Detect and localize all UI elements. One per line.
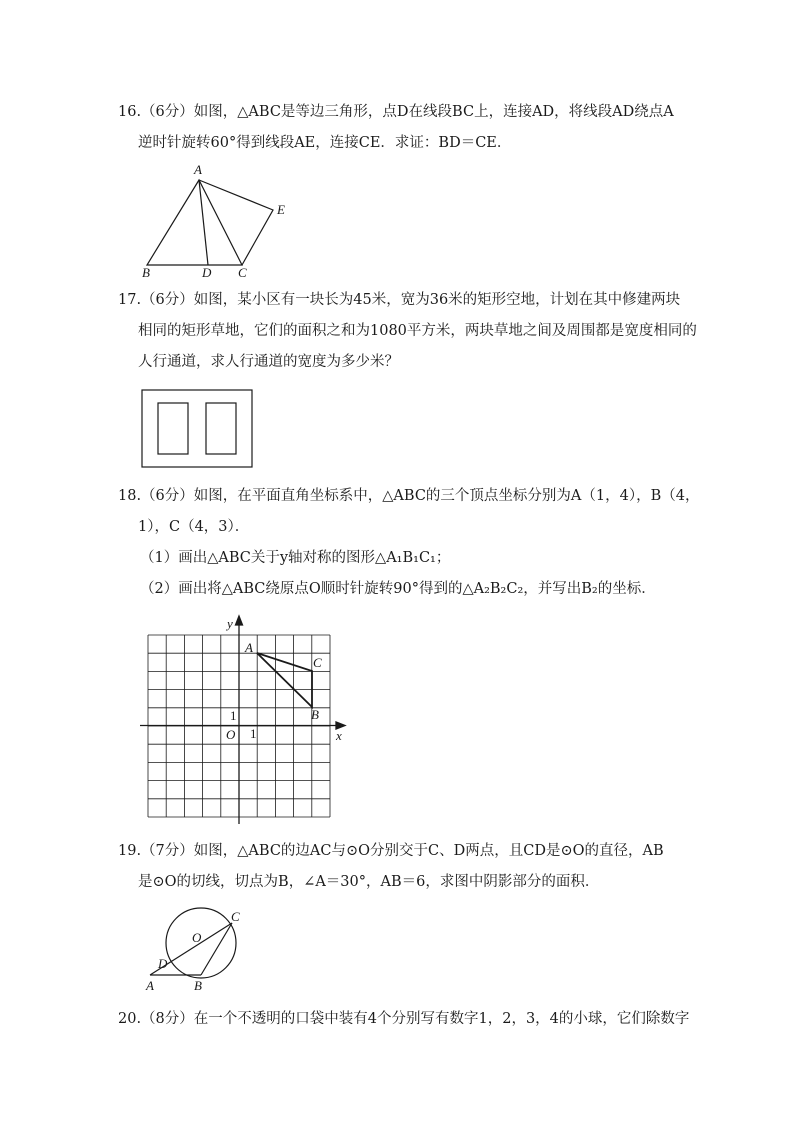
- p16-label-d: D: [202, 265, 212, 280]
- p16-figure: [130, 160, 310, 285]
- p19-label-c: C: [231, 909, 240, 924]
- p20-line-1: 20.（8分）在一个不透明的口袋中装有4个分别写有数字1，2，3，4的小球，它们除数字: [118, 1011, 690, 1027]
- p19-label-b: B: [194, 978, 202, 993]
- p16-line-1: 16.（6分）如图，△ABC是等边三角形，点D在线段BC上，连接AD，将线段AD绕点A: [118, 104, 674, 120]
- p18-line-1: 18.（6分）如图，在平面直角坐标系中，△ABC的三个顶点坐标分别为A（1，4），B（4，: [118, 488, 700, 504]
- p16-label-e: E: [277, 202, 285, 217]
- p16-label-b: B: [142, 265, 150, 280]
- p19-label-o: O: [192, 930, 202, 945]
- p18-y-axis-arrow: [236, 616, 243, 625]
- p16-triangle-abc: [147, 180, 242, 265]
- p17-lawn-right: [206, 403, 236, 454]
- p18-line-2: 1），C（4，3）．: [138, 519, 250, 535]
- p19-label-d: D: [158, 956, 168, 971]
- p16-label-c: C: [238, 265, 247, 280]
- p18-triangle-abc: [257, 653, 312, 707]
- p17-figure: [140, 388, 255, 470]
- p18-label-a: A: [245, 640, 253, 655]
- p18-label-one-y: 1: [230, 708, 237, 723]
- p18-label-x: x: [336, 728, 342, 743]
- p19-label-a: A: [146, 978, 154, 993]
- p17-line-1: 17.（6分）如图，某小区有一块长为45米，宽为36米的矩形空地，计划在其中修建两块: [118, 292, 681, 308]
- p18-label-b: B: [311, 707, 319, 722]
- p19-figure: [138, 906, 253, 996]
- p19-line-2: 是⊙O的切线，切点为B，∠A＝30°，AB＝6，求图中阴影部分的面积．: [138, 874, 600, 890]
- p18-coordinate-grid: [140, 612, 355, 827]
- p18-line-3: （1）画出△ABC关于y轴对称的图形△A₁B₁C₁；: [140, 550, 451, 566]
- p18-label-one-x: 1: [250, 726, 257, 741]
- p16-label-a: A: [194, 162, 202, 177]
- p17-line-2: 相同的矩形草地，它们的面积之和为1080平方米，两块草地之间及周围都是宽度相同的: [138, 323, 697, 339]
- p19-line-1: 19.（7分）如图，△ABC的边AC与⊙O分别交于C、D两点，且CD是⊙O的直径，AB: [118, 843, 664, 859]
- p18-label-origin: O: [226, 727, 236, 742]
- p16-line-2: 逆时针旋转60°得到线段AE，连接CE．求证：BD＝CE．: [138, 135, 512, 151]
- p16-segment-ad: [199, 180, 208, 265]
- p18-label-c: C: [313, 655, 322, 670]
- p17-lawn-left: [158, 403, 188, 454]
- p18-line-4: （2）画出将△ABC绕原点O顺时针旋转90°得到的△A₂B₂C₂，并写出B₂的坐标．: [140, 581, 656, 597]
- p17-line-3: 人行通道，求人行通道的宽度为多少米？: [138, 354, 399, 370]
- p18-label-y: y: [227, 616, 233, 631]
- p19-segment-bc: [201, 923, 232, 975]
